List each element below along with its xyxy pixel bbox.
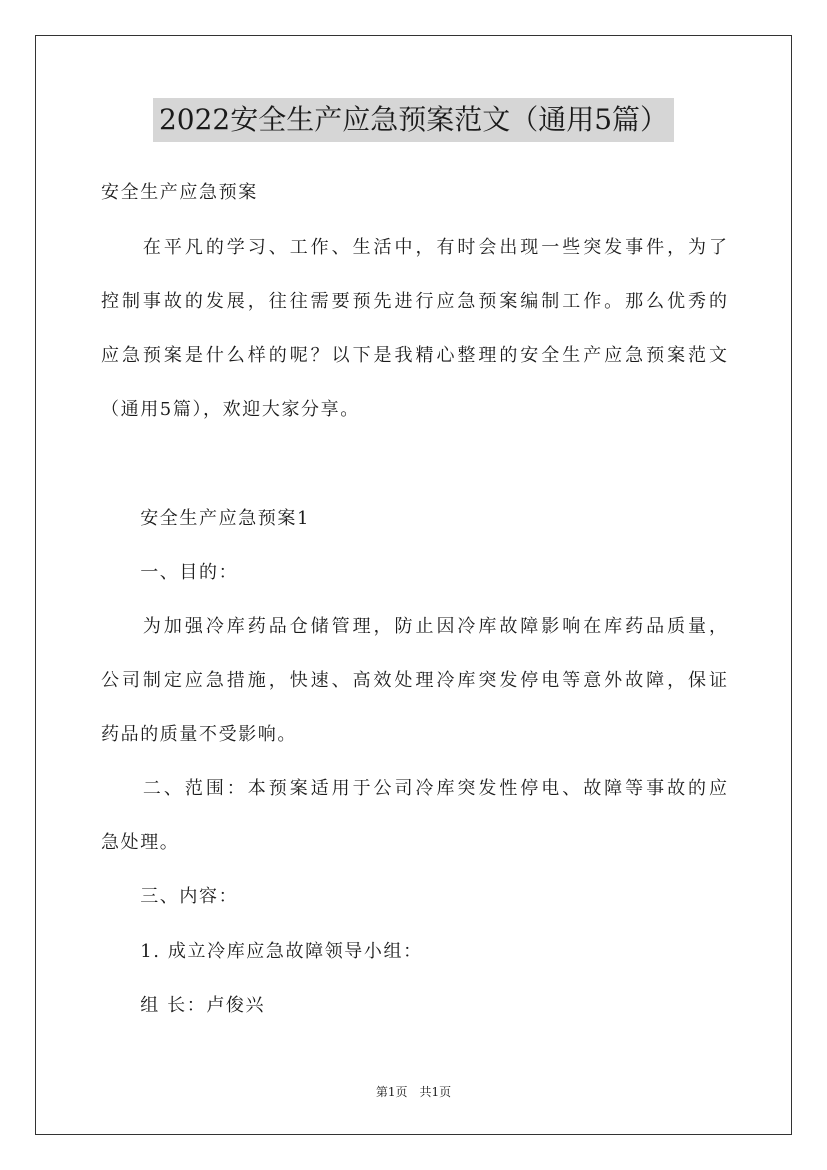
- section-heading: 安全生产应急预案1: [101, 508, 311, 529]
- paragraph-line: 药品的质量不受影响。: [101, 724, 297, 745]
- paragraph-line: 公司制定应急措施，快速、高效处理冷库突发停电等意外故障，保证: [101, 670, 727, 691]
- intro-heading: 安全生产应急预案: [101, 182, 258, 203]
- paragraph-line: 为加强冷库药品仓储管理，防止因冷库故障影响在库药品质量，: [101, 616, 727, 637]
- paragraph-line: 在平凡的学习、工作、生活中，有时会出现一些突发事件，为了: [101, 237, 727, 258]
- paragraph-line: 二、范围：本预案适用于公司冷库突发性停电、故障等事故的应: [101, 778, 727, 799]
- list-item: 1. 成立冷库应急故障领导小组：: [101, 941, 423, 962]
- paragraph-line: 急处理。: [101, 832, 180, 853]
- title-container: [0, 98, 827, 142]
- subsection-heading: 三、内容：: [101, 886, 239, 907]
- paragraph-line: 控制事故的发展，往往需要预先进行应急预案编制工作。那么优秀的: [101, 291, 727, 312]
- subsection-heading: 一、目的：: [101, 562, 239, 583]
- list-item: 组 长：卢俊兴: [101, 995, 266, 1016]
- paragraph-line: 应急预案是什么样的呢？以下是我精心整理的安全生产应急预案范文: [101, 345, 727, 366]
- page-number: 第1页 共1页: [375, 1085, 452, 1099]
- paragraph-line: （通用5篇），欢迎大家分享。: [101, 399, 360, 420]
- document-title: 2022安全生产应急预案范文（通用5篇）: [153, 98, 674, 142]
